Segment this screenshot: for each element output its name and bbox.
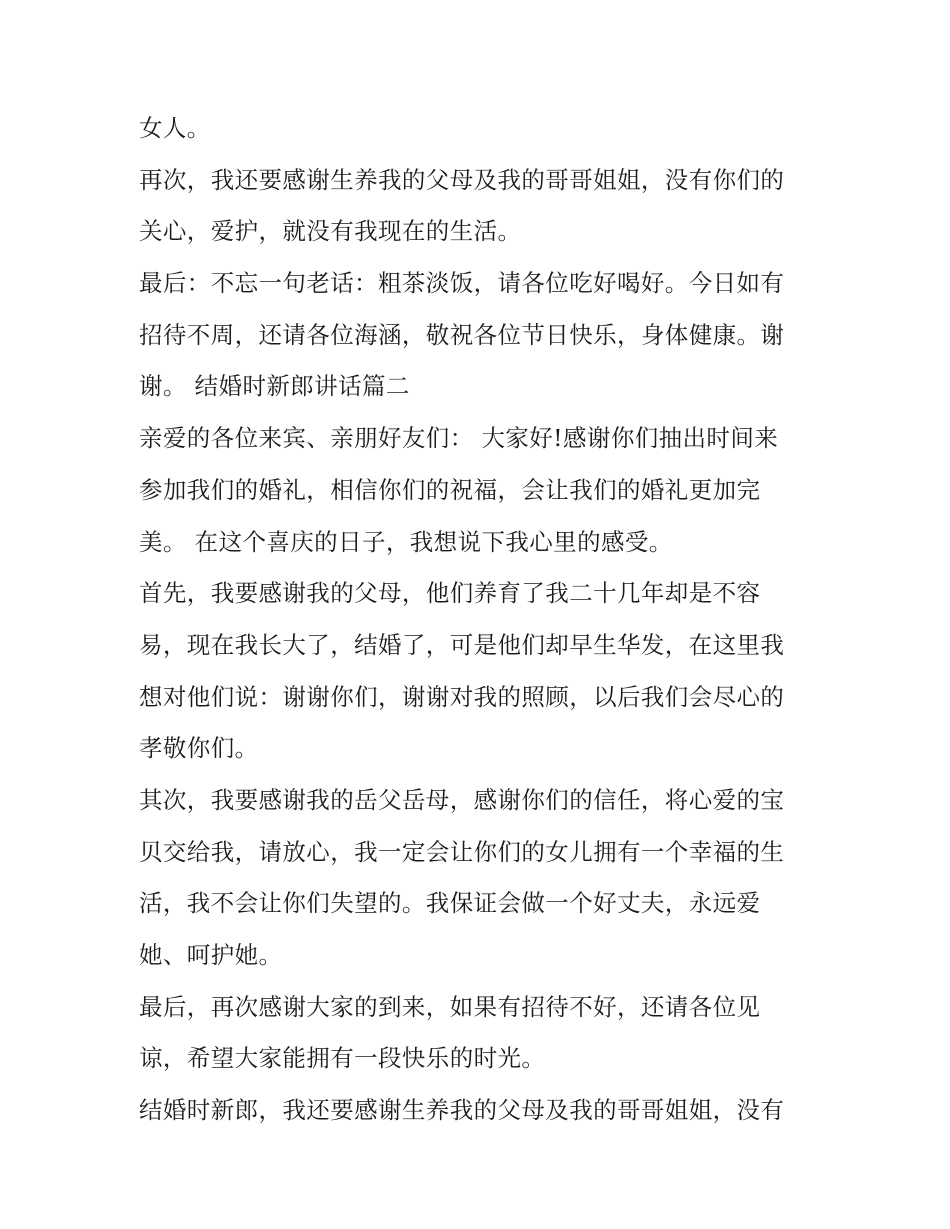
text-line: 谅，希望大家能拥有一段快乐的时光。 — [139, 1044, 546, 1073]
text-line: 贝交给我，请放心，我一定会让你们的女儿拥有一个幸福的生 — [139, 837, 785, 866]
text-line: 易，现在我长大了，结婚了，可是他们却早生华发，在这里我 — [139, 630, 785, 659]
text-line: 谢。 结婚时新郎讲话篇二 — [139, 372, 410, 401]
text-line: 想对他们说：谢谢你们，谢谢对我的照顾，以后我们会尽心的 — [139, 682, 785, 711]
text-line: 孝敬你们。 — [139, 734, 259, 763]
text-line: 招待不周，还请各位海涵，敬祝各位节日快乐，身体健康。谢 — [139, 320, 785, 349]
text-line: 活，我不会让你们失望的。我保证会做一个好丈夫，永远爱 — [139, 889, 761, 918]
text-line: 再次，我还要感谢生养我的父母及我的哥哥姐姐，没有你们的 — [139, 165, 785, 194]
text-line: 结婚时新郎，我还要感谢生养我的父母及我的哥哥姐姐，没有 — [139, 1096, 785, 1125]
text-line: 女人。 — [139, 114, 211, 142]
text-line: 最后：不忘一句老话：粗茶淡饭，请各位吃好喝好。今日如有 — [139, 269, 785, 298]
text-line: 其次，我要感谢我的岳父岳母，感谢你们的信任，将心爱的宝 — [139, 785, 785, 814]
text-line: 首先，我要感谢我的父母，他们养育了我二十几年却是不容 — [139, 579, 761, 608]
text-line: 关心，爱护，就没有我现在的生活。 — [139, 217, 522, 246]
text-line: 参加我们的婚礼，相信你们的祝福，会让我们的婚礼更加完 — [139, 475, 761, 504]
text-line: 美。 在这个喜庆的日子，我想说下我心里的感受。 — [139, 527, 673, 556]
text-line: 亲爱的各位来宾、亲朋好友们： 大家好!感谢你们抽出时间来 — [139, 424, 779, 453]
text-line: 她、呵护她。 — [139, 941, 283, 969]
text-line: 最后，再次感谢大家的到来，如果有招待不好，还请各位见 — [139, 992, 761, 1021]
document-body — [139, 103, 819, 1137]
